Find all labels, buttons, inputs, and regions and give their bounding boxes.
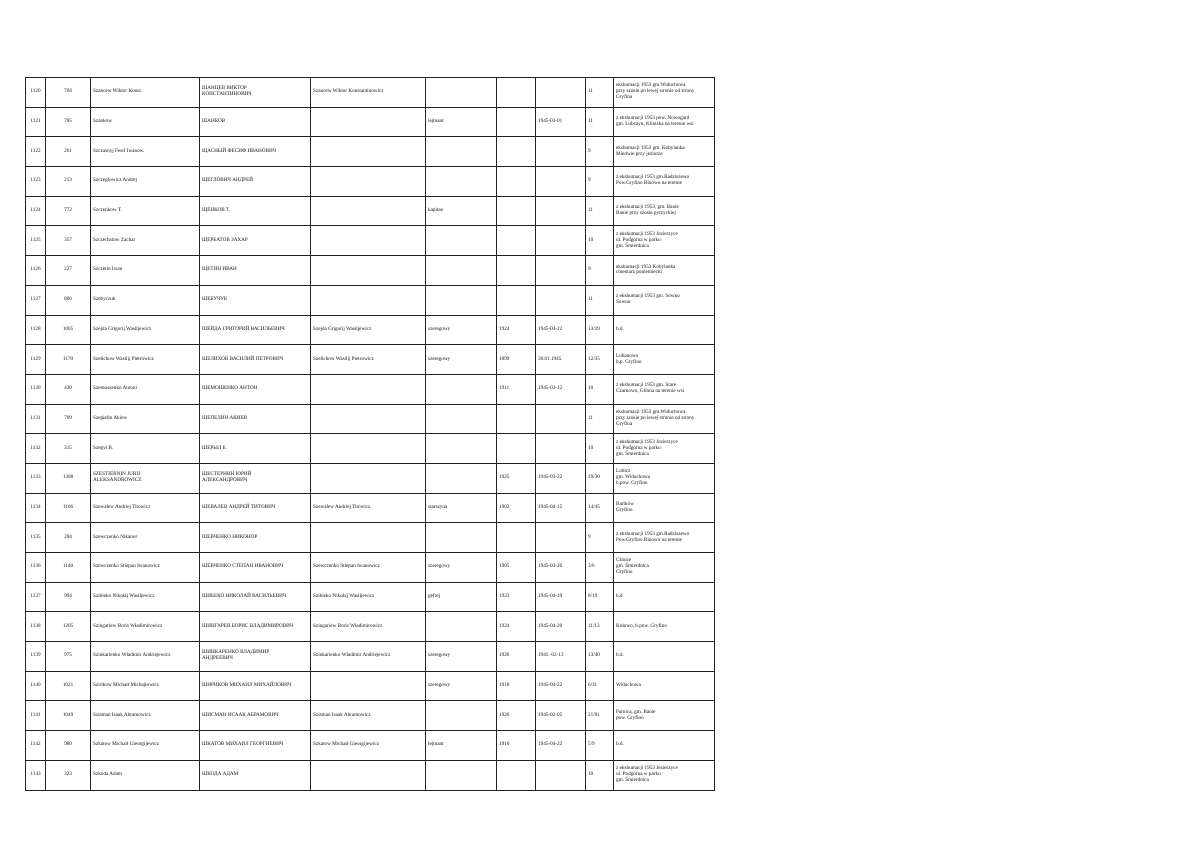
name-transliteration-cell: Szinkarienko Władimir Andriejewicz [311, 642, 426, 672]
table-row [26, 671, 715, 701]
record-number-cell: 1049 [46, 701, 91, 731]
birth-year-cell [497, 137, 536, 167]
row-number-cell: 1126 [26, 256, 46, 286]
table-row [26, 523, 715, 553]
name-latin-cell: SZESTIERNIN JURIJ ALEKSANDROWICZ [91, 463, 200, 493]
grave-number-cell: 29/30 [586, 463, 614, 493]
table-row [26, 463, 715, 493]
death-date-cell: 1945-03-20 [536, 553, 586, 583]
burial-place-note-cell: z ekshumacji 1953 Jezierzyce ul. Podgórna w parku gm. Śmierdnica [614, 226, 715, 256]
burial-place-note-cell: Parnica, gm. Banie pow. Gryfino [614, 701, 715, 731]
record-number-cell: 227 [46, 256, 91, 286]
death-date-cell: 1945-04-19 [536, 582, 586, 612]
table-row [26, 760, 715, 790]
name-cyrillic-cell: ЩЕРБАТОВ ЗАХАР [200, 226, 311, 256]
record-number-cell: 1308 [46, 463, 91, 493]
birth-year-cell [497, 523, 536, 553]
rank-cell [426, 285, 497, 315]
burial-place-note-cell: ekshumacji 1953 gm.Widuchowa przy szosie po lewej stronie od strony Gryfina [614, 404, 715, 434]
name-transliteration-cell: Szewczenko Stiepan Iwanowicz [311, 553, 426, 583]
grave-number-cell: 10 [586, 434, 614, 464]
name-cyrillic-cell: ШИРИКОВ МИХАИЛ МИХАЙЛОВИЧ [200, 671, 311, 701]
death-date-cell: 1945-04-20 [536, 612, 586, 642]
death-date-cell [536, 167, 586, 197]
rank-cell: gefrej [426, 582, 497, 612]
birth-year-cell: 1911 [497, 374, 536, 404]
name-cyrillic-cell: ЩЕГЛОВИЧ АНДРЕЙ [200, 167, 311, 197]
record-number-cell: 357 [46, 226, 91, 256]
name-cyrillic-cell: ШКОДА АДАМ [200, 760, 311, 790]
row-number-cell: 1130 [26, 374, 46, 404]
table-row [26, 78, 715, 108]
name-transliteration-cell [311, 434, 426, 464]
grave-number-cell: 9 [586, 167, 614, 197]
grave-number-cell: 11 [586, 107, 614, 137]
death-date-cell: 1945-04-22 [536, 315, 586, 345]
table-row [26, 553, 715, 583]
row-number-cell: 1135 [26, 523, 46, 553]
death-date-cell: 1945-04-15 [536, 493, 586, 523]
row-number-cell: 1143 [26, 760, 46, 790]
burial-place-note-cell: b.d. [614, 315, 715, 345]
table-row [26, 285, 715, 315]
name-cyrillic-cell: ШАНЦЕВ ВИКТОР КОНСТАНТИНОВИЧ [200, 78, 311, 108]
grave-number-cell: 10 [586, 374, 614, 404]
name-latin-cell: Szibieko Nikołaj Wasiljewicz [91, 582, 200, 612]
birth-year-cell [497, 167, 536, 197]
death-date-cell: 1945-04-22 [536, 671, 586, 701]
table-row [26, 137, 715, 167]
name-latin-cell: Szczerbatow Zachar [91, 226, 200, 256]
name-latin-cell: Szirikow Michaił Michajłowicz [91, 671, 200, 701]
record-number-cell: 975 [46, 642, 91, 672]
burial-place-note-cell: z ekshumacji 1953 gm. Sowno Sowno [614, 285, 715, 315]
name-cyrillic-cell: ШЕЛИХОВ ВАСИЛИЙ ПЕТРОВИЧ [200, 345, 311, 375]
record-number-cell: 323 [46, 760, 91, 790]
rank-cell [426, 226, 497, 256]
grave-number-cell: 9 [586, 523, 614, 553]
burial-place-note-cell: ekshumacji 1953 Kobylanka cmentarz poniemiecki [614, 256, 715, 286]
name-cyrillic-cell: ШЕРЫЛ Б. [200, 434, 311, 464]
record-number-cell: 709 [46, 404, 91, 434]
name-latin-cell: Szepielin Akiew [91, 404, 200, 434]
grave-number-cell: 6/11 [586, 671, 614, 701]
burial-place-note-cell: b.d. [614, 731, 715, 761]
name-cyrillic-cell: ШЕВАЛЕВ АНДРЕЙ ТИТОВИЧ [200, 493, 311, 523]
rank-cell [426, 256, 497, 286]
rank-cell [426, 612, 497, 642]
name-latin-cell: Szkatow Michaił Gieorgijewicz [91, 731, 200, 761]
name-cyrillic-cell: ЩАСНЫЙ ФЕСИФ ИВАНОВИЧ [200, 137, 311, 167]
name-cyrillic-cell: ШЕВЧЕНКО НИКОНОР [200, 523, 311, 553]
record-number-cell: 204 [46, 523, 91, 553]
rank-cell [426, 523, 497, 553]
burial-place-note-cell: z ekshumacji 1953 gm. Stare Czarnowo, Glinna na terenie wsi [614, 374, 715, 404]
birth-year-cell [497, 196, 536, 226]
grave-number-cell: 11 [586, 285, 614, 315]
death-date-cell: 1945-03-22 [536, 463, 586, 493]
burial-place-note-cell: Lubicz gm. Widuchowa b.pow. Gryfino [614, 463, 715, 493]
rank-cell [426, 463, 497, 493]
name-latin-cell: Szankow [91, 107, 200, 137]
grave-number-cell: 12/35 [586, 345, 614, 375]
death-date-cell [536, 78, 586, 108]
burial-place-note-cell: z ekshumacji 1953 Jezierzyce ul. Podgórna w parku gm. Śmierdnica [614, 760, 715, 790]
name-latin-cell: Szewczenko Stiepan Iwanowicz [91, 553, 200, 583]
name-cyrillic-cell: ШЕВЧЕНКО СТЕПАН ИВАНОВИЧ [200, 553, 311, 583]
rank-cell [426, 760, 497, 790]
name-latin-cell: Szebyczuk [91, 285, 200, 315]
death-date-cell: 1945-04-22 [536, 731, 586, 761]
table-row [26, 256, 715, 286]
burial-place-note-cell: z ekshumacji 1953 Jezierzyce ul. Podgórna w parku gm. Śmierdnica [614, 434, 715, 464]
rank-cell: lejtnant [426, 107, 497, 137]
table-row [26, 731, 715, 761]
birth-year-cell [497, 285, 536, 315]
name-cyrillic-cell: ЩЕНКОВ Т. [200, 196, 311, 226]
row-number-cell: 1142 [26, 731, 46, 761]
table-row [26, 196, 715, 226]
death-date-cell [536, 256, 586, 286]
rank-cell [426, 167, 497, 197]
table-row [26, 107, 715, 137]
death-date-cell [536, 434, 586, 464]
birth-year-cell [497, 256, 536, 286]
name-transliteration-cell [311, 760, 426, 790]
death-date-cell [536, 760, 586, 790]
table-row [26, 434, 715, 464]
burial-place-note-cell: Glinice gm. Śmierdnica Gryfino [614, 553, 715, 583]
record-number-cell: 1140 [46, 553, 91, 583]
table-row [26, 226, 715, 256]
grave-number-cell: 3/6 [586, 553, 614, 583]
burial-place-note-cell: ekshumacji 1953 gm.Widuchowa przy szosie po lewej stronie od strony Gryfina [614, 78, 715, 108]
grave-number-cell: 11 [586, 196, 614, 226]
death-date-cell [536, 285, 586, 315]
name-latin-cell: Szingariew Boris Władimirowicz [91, 612, 200, 642]
death-date-cell: 1945 -02-13 [536, 642, 586, 672]
name-latin-cell: Szkoda Adam [91, 760, 200, 790]
table-row [26, 404, 715, 434]
record-number-cell: 1205 [46, 612, 91, 642]
name-transliteration-cell [311, 523, 426, 553]
row-number-cell: 1139 [26, 642, 46, 672]
birth-year-cell: 1899 [497, 345, 536, 375]
name-latin-cell: Szczetin Iwan [91, 256, 200, 286]
record-number-cell: 1005 [46, 315, 91, 345]
row-number-cell: 1141 [26, 701, 46, 731]
record-number-cell: 1170 [46, 345, 91, 375]
row-number-cell: 1132 [26, 434, 46, 464]
row-number-cell: 1140 [26, 671, 46, 701]
death-date-cell [536, 196, 586, 226]
name-latin-cell: Szewczenko Nikanor [91, 523, 200, 553]
name-latin-cell: Szczenkow T. [91, 196, 200, 226]
name-transliteration-cell [311, 137, 426, 167]
burial-place-note-cell: z ekshumacji 1953, gm. Banie Banie przy szosie pyrzyckiej [614, 196, 715, 226]
burial-register-table [25, 77, 715, 791]
grave-number-cell: 10 [586, 760, 614, 790]
rank-cell [426, 78, 497, 108]
birth-year-cell: 1918 [497, 671, 536, 701]
burial-place-note-cell: Bartków Gryfino [614, 493, 715, 523]
name-transliteration-cell [311, 671, 426, 701]
name-transliteration-cell [311, 196, 426, 226]
row-number-cell: 1131 [26, 404, 46, 434]
rank-cell: szeregowy [426, 345, 497, 375]
birth-year-cell [497, 434, 536, 464]
name-transliteration-cell: Szewalew Andriej Titowicz [311, 493, 426, 523]
name-transliteration-cell [311, 285, 426, 315]
name-transliteration-cell [311, 256, 426, 286]
row-number-cell: 1121 [26, 107, 46, 137]
row-number-cell: 1123 [26, 167, 46, 197]
table-row [26, 345, 715, 375]
register-body [26, 78, 715, 791]
name-transliteration-cell: Szelichow Wasilij Pietrowicz [311, 345, 426, 375]
name-latin-cell: Szepyl B. [91, 434, 200, 464]
birth-year-cell [497, 226, 536, 256]
grave-number-cell: 10 [586, 226, 614, 256]
name-cyrillic-cell: ШИСМАН ИСААК АБРАМОВИЧ [200, 701, 311, 731]
table-row [26, 493, 715, 523]
grave-number-cell: 11 [586, 78, 614, 108]
record-number-cell: 704 [46, 78, 91, 108]
name-latin-cell: Szewalew Andriej Titowicz [91, 493, 200, 523]
rank-cell: starszyna [426, 493, 497, 523]
death-date-cell: 1945-03-12 [536, 374, 586, 404]
birth-year-cell: 1923 [497, 582, 536, 612]
record-number-cell: 213 [46, 167, 91, 197]
grave-number-cell: 8/19 [586, 582, 614, 612]
death-date-cell [536, 137, 586, 167]
name-transliteration-cell [311, 463, 426, 493]
name-latin-cell: Szisman Isaak Abramowicz [91, 701, 200, 731]
grave-number-cell: 21/81 [586, 701, 614, 731]
rank-cell: szeregowy [426, 671, 497, 701]
name-latin-cell: Szemoszenko Antoni [91, 374, 200, 404]
burial-place-note-cell: Lubanowo b.p. Gryfino [614, 345, 715, 375]
burial-place-note-cell: z ekshumacji 1953 pow. Nowogard gm. Lubczyn, Kliniska na terenie wsi [614, 107, 715, 137]
table-row [26, 167, 715, 197]
row-number-cell: 1136 [26, 553, 46, 583]
rank-cell: szeregowy [426, 553, 497, 583]
name-cyrillic-cell: ШЕЙДА ГРИГОРИЙ ВАСИЛЬЕВИЧ [200, 315, 311, 345]
burial-place-note-cell: Widuchowa [614, 671, 715, 701]
name-cyrillic-cell: ШЕПЕЛИН АКИЕВ [200, 404, 311, 434]
rank-cell [426, 434, 497, 464]
burial-place-note-cell: b.d. [614, 642, 715, 672]
birth-year-cell: 1926 [497, 701, 536, 731]
name-transliteration-cell [311, 107, 426, 137]
row-number-cell: 1127 [26, 285, 46, 315]
death-date-cell: 30.01.1945 [536, 345, 586, 375]
burial-place-note-cell: Kołowo, b.pow. Gryfino [614, 612, 715, 642]
row-number-cell: 1120 [26, 78, 46, 108]
birth-year-cell [497, 107, 536, 137]
row-number-cell: 1134 [26, 493, 46, 523]
grave-number-cell: 13/40 [586, 642, 614, 672]
birth-year-cell: 1902 [497, 493, 536, 523]
grave-number-cell: 11/13 [586, 612, 614, 642]
grave-number-cell: 14/45 [586, 493, 614, 523]
rank-cell [426, 374, 497, 404]
record-number-cell: 430 [46, 374, 91, 404]
rank-cell: szeregowy [426, 315, 497, 345]
name-cyrillic-cell: ШИНГАРЕВ БОРИС ВЛАДИМИРОВИЧ [200, 612, 311, 642]
name-transliteration-cell: Szancew Wiktor Konstantinowicz [311, 78, 426, 108]
record-number-cell: 261 [46, 137, 91, 167]
grave-number-cell: 13/39 [586, 315, 614, 345]
record-number-cell: 994 [46, 582, 91, 612]
record-number-cell: 785 [46, 107, 91, 137]
name-cyrillic-cell: ШЕМОШЕНКО АНТОН [200, 374, 311, 404]
row-number-cell: 1137 [26, 582, 46, 612]
death-date-cell [536, 226, 586, 256]
death-date-cell [536, 404, 586, 434]
row-number-cell: 1128 [26, 315, 46, 345]
rank-cell: szeregowy [426, 642, 497, 672]
table-row [26, 315, 715, 345]
name-latin-cell: Szinkarienko Władimir Andriejewicz [91, 642, 200, 672]
record-number-cell: 772 [46, 196, 91, 226]
grave-number-cell: 9 [586, 256, 614, 286]
name-latin-cell: Szczasnyj Fesif Iwanow. [91, 137, 200, 167]
table-row [26, 642, 715, 672]
name-transliteration-cell [311, 167, 426, 197]
name-transliteration-cell: Szejda Grigorij Wasiljewicz [311, 315, 426, 345]
rank-cell [426, 137, 497, 167]
grave-number-cell: 5/9 [586, 731, 614, 761]
birth-year-cell [497, 404, 536, 434]
name-transliteration-cell [311, 226, 426, 256]
name-transliteration-cell: Szkatow Michaił Gieorgijewicz [311, 731, 426, 761]
row-number-cell: 1129 [26, 345, 46, 375]
name-cyrillic-cell: ШИНКАРЕНКО ВЛАДИМИР АНДРЕЕВИЧ [200, 642, 311, 672]
record-number-cell: 806 [46, 285, 91, 315]
burial-place-note-cell: b.d [614, 582, 715, 612]
burial-place-note-cell: z ekshumacji 1953 gm.Radziszewo Pow.Gryfino Binowo na terenie [614, 167, 715, 197]
rank-cell [426, 404, 497, 434]
grave-number-cell: 11 [586, 404, 614, 434]
burial-place-note-cell: ekshumacji 1953 gm. Kobylanka Miedwie przy jeziorze [614, 137, 715, 167]
death-date-cell: 1945-02-05 [536, 701, 586, 731]
death-date-cell [536, 523, 586, 553]
name-cyrillic-cell: ШЕСТЕРНИН ЮРИЙ АЛЕКСАНДРОВИЧ [200, 463, 311, 493]
record-number-cell: 980 [46, 731, 91, 761]
name-latin-cell: Szejda Grigorij Wasiljewicz [91, 315, 200, 345]
name-transliteration-cell: Szisman Isaak Abramowicz [311, 701, 426, 731]
birth-year-cell: 1905 [497, 553, 536, 583]
table-row [26, 374, 715, 404]
name-transliteration-cell: Szingariew Boris Władimirowicz [311, 612, 426, 642]
row-number-cell: 1124 [26, 196, 46, 226]
row-number-cell: 1122 [26, 137, 46, 167]
birth-year-cell: 1924 [497, 612, 536, 642]
table-row [26, 612, 715, 642]
rank-cell: lejtnant [426, 731, 497, 761]
death-date-cell: 1945-03-01 [536, 107, 586, 137]
row-number-cell: 1125 [26, 226, 46, 256]
name-latin-cell: Szelichow Wasilij Pietrowicz [91, 345, 200, 375]
burial-place-note-cell: z ekshumacji 1953 gm.Radziszewo Pow.Gryfino Binowo na terenie [614, 523, 715, 553]
name-transliteration-cell [311, 374, 426, 404]
rank-cell [426, 701, 497, 731]
name-cyrillic-cell: ШАНКОВ [200, 107, 311, 137]
record-number-cell: 1021 [46, 671, 91, 701]
birth-year-cell: 1910 [497, 731, 536, 761]
birth-year-cell: 1926 [497, 642, 536, 672]
record-number-cell: 1166 [46, 493, 91, 523]
name-cyrillic-cell: ЩЕТИН ИВАН [200, 256, 311, 286]
birth-year-cell: 1925 [497, 463, 536, 493]
row-number-cell: 1133 [26, 463, 46, 493]
name-latin-cell: Szczeglowicz Andrej [91, 167, 200, 197]
rank-cell: kapitan [426, 196, 497, 226]
name-transliteration-cell: Szibieko Nikołaj Wasiljewicz [311, 582, 426, 612]
grave-number-cell: 9 [586, 137, 614, 167]
name-cyrillic-cell: ШЕБУЧУК [200, 285, 311, 315]
birth-year-cell [497, 760, 536, 790]
table-row [26, 582, 715, 612]
name-latin-cell: Szancew Wiktor Konst. [91, 78, 200, 108]
row-number-cell: 1138 [26, 612, 46, 642]
record-number-cell: 315 [46, 434, 91, 464]
birth-year-cell: 1924 [497, 315, 536, 345]
name-transliteration-cell [311, 404, 426, 434]
name-cyrillic-cell: ШКАТОВ МИХАИЛ ГЕОРГИЕВИЧ [200, 731, 311, 761]
name-cyrillic-cell: ШИБЕКО НИКОЛАЙ ВАСИЛЬЕВИЧ [200, 582, 311, 612]
birth-year-cell [497, 78, 536, 108]
table-row [26, 701, 715, 731]
